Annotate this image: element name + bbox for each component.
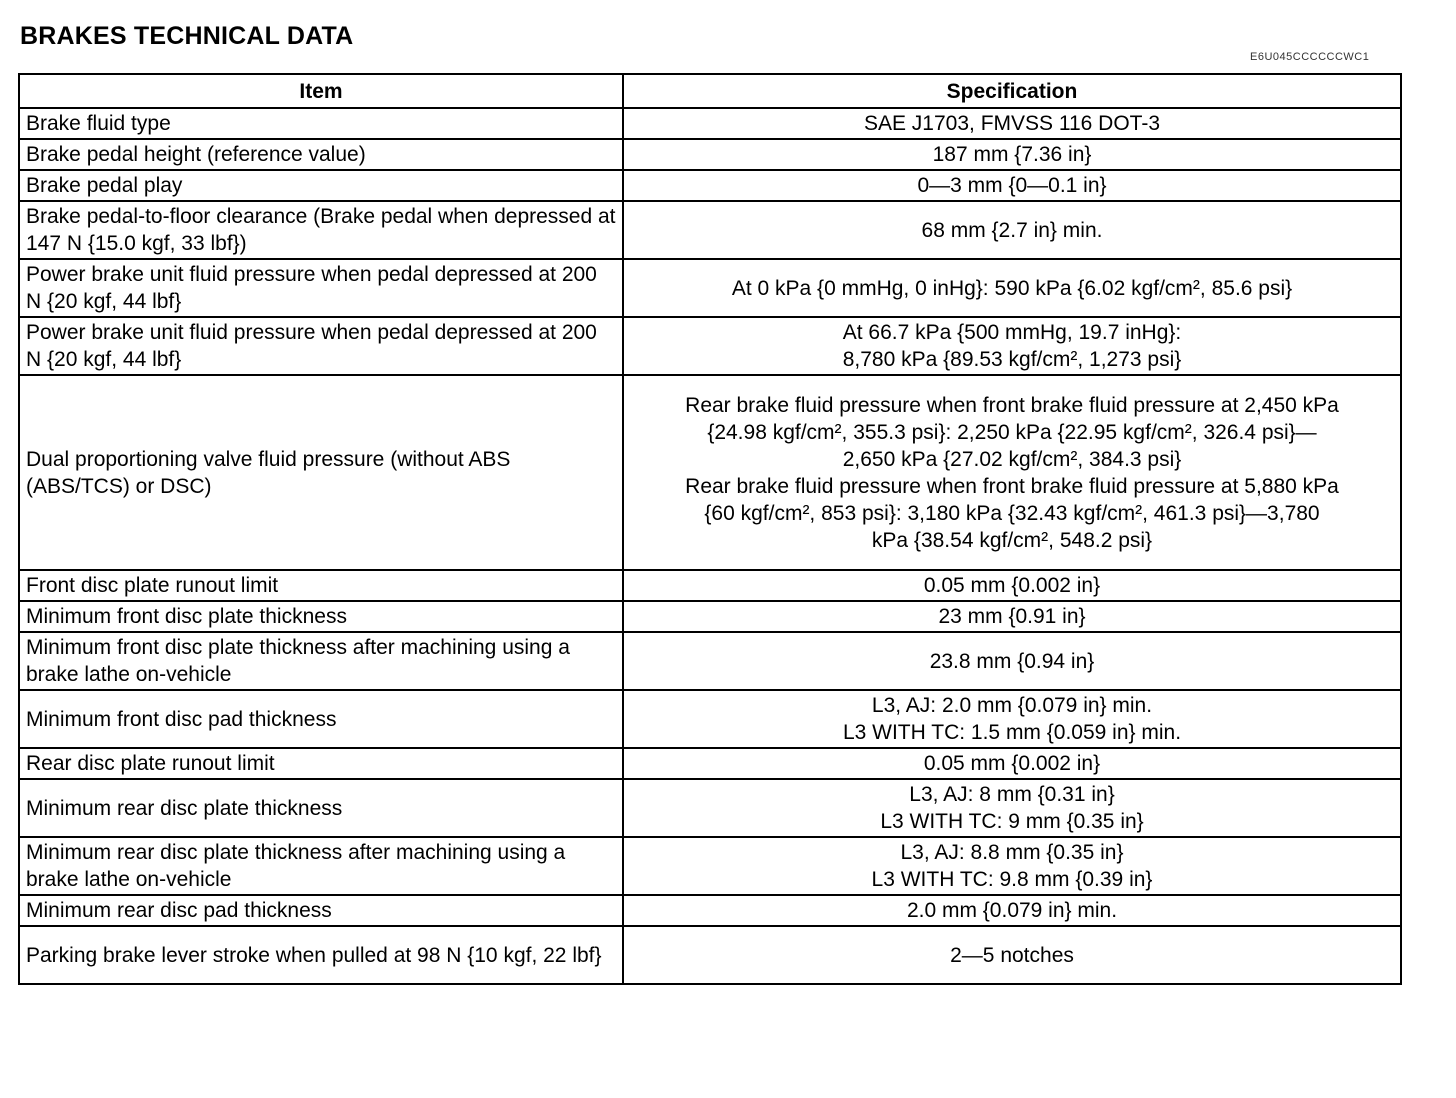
table-row xyxy=(19,170,1401,201)
table-row xyxy=(19,779,1401,837)
item-cell: Parking brake lever stroke when pulled at 98 N {10 kgf, 22 lbf} xyxy=(19,926,623,984)
table-row xyxy=(19,201,1401,259)
table-row xyxy=(19,375,1401,570)
spec-line: L3 WITH TC: 9 mm {0.35 in} xyxy=(880,810,1144,833)
spec-cell xyxy=(623,139,1401,170)
table-row xyxy=(19,259,1401,317)
spec-line: At 0 kPa {0 mmHg, 0 inHg}: 590 kPa {6.02 kgf/cm², 85.6 psi} xyxy=(731,276,1293,300)
spec-cell xyxy=(623,926,1401,984)
spec-line: Rear brake fluid pressure when front brake fluid pressure at 2,450 kPa xyxy=(685,393,1339,417)
spec-line: 68 mm {2.7 in} min. xyxy=(921,218,1103,242)
item-cell: Minimum rear disc pad thickness xyxy=(19,895,623,926)
spec-cell xyxy=(623,690,1401,748)
spec-line: {24.98 kgf/cm², 355.3 psi}: 2,250 kPa {22.95 kgf/cm², 326.4 psi}— xyxy=(707,420,1317,444)
spec-line: L3 WITH TC: 9.8 mm {0.39 in} xyxy=(871,868,1153,891)
item-cell: Dual proportioning valve fluid pressure (without ABS (ABS/TCS) or DSC) xyxy=(19,375,623,570)
spec-line: 0—3 mm {0—0.1 in} xyxy=(917,174,1107,197)
table-row xyxy=(19,570,1401,601)
spec-line: 2—5 notches xyxy=(950,943,1074,967)
table-row xyxy=(19,317,1401,375)
spec-line: 0.05 mm {0.002 in} xyxy=(923,752,1101,775)
spec-line: 2,650 kPa {27.02 kgf/cm², 384.3 psi} xyxy=(842,447,1182,471)
spec-line: L3, AJ: 2.0 mm {0.079 in} min. xyxy=(871,694,1153,717)
spec-cell xyxy=(623,108,1401,139)
column-header-item: Item xyxy=(19,74,623,108)
spec-line: {60 kgf/cm², 853 psi}: 3,180 kPa {32.43 kgf/cm², 461.3 psi}—3,780 xyxy=(704,501,1320,525)
spec-cell xyxy=(623,317,1401,375)
spec-line: L3, AJ: 8 mm {0.31 in} xyxy=(909,783,1115,806)
spec-cell xyxy=(623,201,1401,259)
spec-line: 8,780 kPa {89.53 kgf/cm², 1,273 psi} xyxy=(842,348,1182,371)
page-title: BRAKES TECHNICAL DATA xyxy=(20,22,354,50)
spec-cell xyxy=(623,895,1401,926)
item-cell: Brake pedal height (reference value) xyxy=(19,139,623,170)
item-cell: Power brake unit fluid pressure when pedal depressed at 200 N {20 kgf, 44 lbf} xyxy=(19,317,623,375)
spec-cell xyxy=(623,779,1401,837)
column-header-specification: Specification xyxy=(623,74,1401,108)
table-row xyxy=(19,895,1401,926)
spec-line: 187 mm {7.36 in} xyxy=(932,143,1092,166)
spec-cell xyxy=(623,601,1401,632)
spec-cell xyxy=(623,748,1401,779)
spec-line: L3 WITH TC: 1.5 mm {0.059 in} min. xyxy=(842,721,1182,744)
spec-line: 2.0 mm {0.079 in} min. xyxy=(906,899,1118,922)
item-cell: Brake fluid type xyxy=(19,108,623,139)
table-row xyxy=(19,632,1401,690)
spec-line: SAE J1703, FMVSS 116 DOT-3 xyxy=(863,112,1161,135)
spec-cell xyxy=(623,170,1401,201)
table-header-row xyxy=(19,74,1401,108)
item-cell: Power brake unit fluid pressure when pedal depressed at 200 N {20 kgf, 44 lbf} xyxy=(19,259,623,317)
item-cell: Rear disc plate runout limit xyxy=(19,748,623,779)
item-cell: Minimum front disc plate thickness after machining using a brake lathe on-vehicle xyxy=(19,632,623,690)
table-row xyxy=(19,926,1401,984)
item-cell: Minimum front disc plate thickness xyxy=(19,601,623,632)
table-row xyxy=(19,690,1401,748)
spec-line: 23.8 mm {0.94 in} xyxy=(929,649,1095,673)
spec-cell xyxy=(623,570,1401,601)
spec-line: 0.05 mm {0.002 in} xyxy=(923,574,1101,597)
technical-data-table xyxy=(18,73,1402,985)
item-cell: Brake pedal-to-floor clearance (Brake pedal when depressed at 147 N {15.0 kgf, 33 lbf}) xyxy=(19,201,623,259)
spec-line: L3, AJ: 8.8 mm {0.35 in} xyxy=(900,841,1124,864)
spec-line: At 66.7 kPa {500 mmHg, 19.7 inHg}: xyxy=(842,321,1182,344)
spec-line: 23 mm {0.91 in} xyxy=(938,605,1086,628)
table-row xyxy=(19,748,1401,779)
table-row xyxy=(19,139,1401,170)
item-cell: Brake pedal play xyxy=(19,170,623,201)
table-row xyxy=(19,837,1401,895)
table-row xyxy=(19,601,1401,632)
spec-line: kPa {38.54 kgf/cm², 548.2 psi} xyxy=(871,528,1153,552)
item-cell: Minimum rear disc plate thickness xyxy=(19,779,623,837)
document-code: E6U045CCCCCCWC1 xyxy=(1250,51,1370,63)
spec-line: Rear brake fluid pressure when front brake fluid pressure at 5,880 kPa xyxy=(685,474,1339,498)
item-cell: Front disc plate runout limit xyxy=(19,570,623,601)
table-row xyxy=(19,108,1401,139)
spec-cell xyxy=(623,632,1401,690)
item-cell: Minimum rear disc plate thickness after machining using a brake lathe on-vehicle xyxy=(19,837,623,895)
spec-cell xyxy=(623,375,1401,570)
spec-cell xyxy=(623,259,1401,317)
item-cell: Minimum front disc pad thickness xyxy=(19,690,623,748)
spec-cell xyxy=(623,837,1401,895)
